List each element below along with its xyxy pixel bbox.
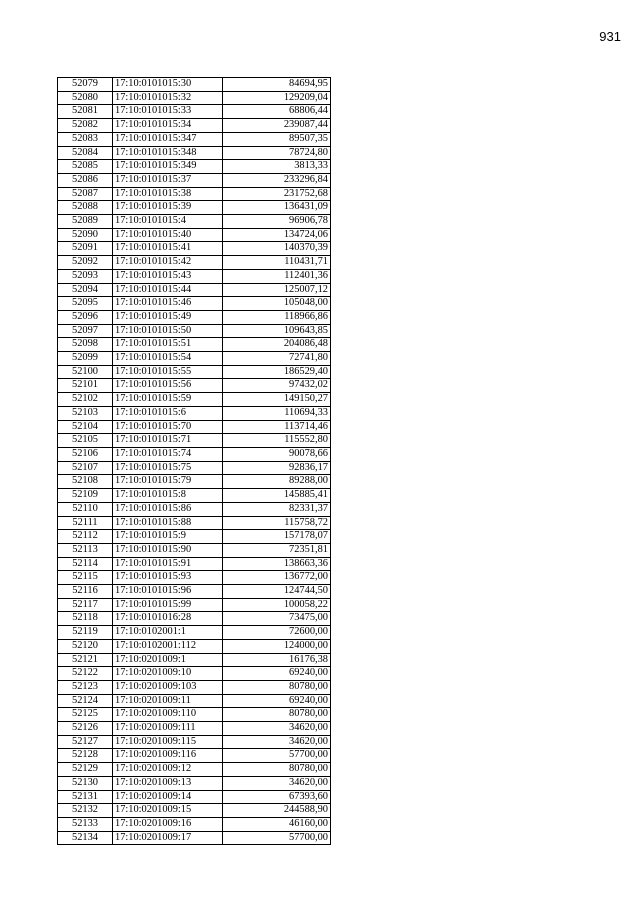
table-row — [58, 269, 331, 283]
cadastral-number: 17:10:0201009:15 — [113, 804, 223, 818]
cadastral-value: 105048,00 — [223, 297, 331, 311]
cadastral-number: 17:10:0201009:116 — [113, 749, 223, 763]
table-row — [58, 310, 331, 324]
cadastral-number: 17:10:0101015:54 — [113, 352, 223, 366]
row-number: 52079 — [58, 78, 113, 92]
cadastral-number: 17:10:0101015:9 — [113, 530, 223, 544]
row-number: 52120 — [58, 639, 113, 653]
cadastral-number: 17:10:0201009:10 — [113, 667, 223, 681]
table-row — [58, 447, 331, 461]
cadastral-number: 17:10:0201009:17 — [113, 831, 223, 845]
cadastral-value: 244588,90 — [223, 804, 331, 818]
cadastral-number: 17:10:0101015:6 — [113, 406, 223, 420]
row-number: 52102 — [58, 393, 113, 407]
row-number: 52105 — [58, 434, 113, 448]
page-number: 931 — [599, 29, 621, 44]
row-number: 52087 — [58, 187, 113, 201]
table-row — [58, 119, 331, 133]
cadastral-number: 17:10:0201009:13 — [113, 776, 223, 790]
row-number: 52107 — [58, 461, 113, 475]
cadastral-value: 149150,27 — [223, 393, 331, 407]
cadastral-value: 68806,44 — [223, 105, 331, 119]
cadastral-number: 17:10:0101015:90 — [113, 543, 223, 557]
cadastral-number: 17:10:0201009:16 — [113, 817, 223, 831]
row-number: 52123 — [58, 680, 113, 694]
table-row — [58, 790, 331, 804]
cadastral-number: 17:10:0101015:38 — [113, 187, 223, 201]
cadastral-number: 17:10:0101015:71 — [113, 434, 223, 448]
table-row — [58, 420, 331, 434]
cadastral-number: 17:10:0102001:112 — [113, 639, 223, 653]
cadastral-number: 17:10:0101015:96 — [113, 585, 223, 599]
row-number: 52131 — [58, 790, 113, 804]
cadastral-number: 17:10:0101015:34 — [113, 119, 223, 133]
table-row — [58, 461, 331, 475]
cadastral-value: 140370,39 — [223, 242, 331, 256]
cadastral-value: 80780,00 — [223, 763, 331, 777]
table-row — [58, 749, 331, 763]
cadastral-value: 34620,00 — [223, 776, 331, 790]
table-row — [58, 708, 331, 722]
row-number: 52128 — [58, 749, 113, 763]
row-number: 52104 — [58, 420, 113, 434]
cadastral-number: 17:10:0101015:75 — [113, 461, 223, 475]
cadastral-number: 17:10:0201009:1 — [113, 653, 223, 667]
table-row — [58, 215, 331, 229]
table-row — [58, 187, 331, 201]
cadastral-value: 186529,40 — [223, 365, 331, 379]
cadastral-value: 16176,38 — [223, 653, 331, 667]
row-number: 52085 — [58, 160, 113, 174]
table-row — [58, 324, 331, 338]
table-row — [58, 653, 331, 667]
cadastral-value: 3813,33 — [223, 160, 331, 174]
cadastre-table — [57, 77, 331, 845]
table-row — [58, 91, 331, 105]
row-number: 52081 — [58, 105, 113, 119]
row-number: 52109 — [58, 489, 113, 503]
cadastral-value: 34620,00 — [223, 735, 331, 749]
row-number: 52133 — [58, 817, 113, 831]
table-row — [58, 776, 331, 790]
cadastral-value: 34620,00 — [223, 722, 331, 736]
cadastral-number: 17:10:0101015:79 — [113, 475, 223, 489]
cadastral-value: 110694,33 — [223, 406, 331, 420]
table-row — [58, 365, 331, 379]
row-number: 52132 — [58, 804, 113, 818]
table-row — [58, 379, 331, 393]
row-number: 52088 — [58, 201, 113, 215]
table-row — [58, 530, 331, 544]
cadastral-number: 17:10:0201009:12 — [113, 763, 223, 777]
row-number: 52106 — [58, 447, 113, 461]
cadastral-number: 17:10:0101015:55 — [113, 365, 223, 379]
table-row — [58, 557, 331, 571]
cadastral-number: 17:10:0101015:99 — [113, 598, 223, 612]
row-number: 52122 — [58, 667, 113, 681]
table-row — [58, 352, 331, 366]
cadastral-value: 112401,36 — [223, 269, 331, 283]
table-row — [58, 804, 331, 818]
row-number: 52103 — [58, 406, 113, 420]
row-number: 52117 — [58, 598, 113, 612]
cadastral-value: 233296,84 — [223, 173, 331, 187]
row-number: 52101 — [58, 379, 113, 393]
cadastral-number: 17:10:0201009:14 — [113, 790, 223, 804]
cadastral-value: 69240,00 — [223, 667, 331, 681]
row-number: 52129 — [58, 763, 113, 777]
table-row — [58, 831, 331, 845]
cadastral-number: 17:10:0101015:32 — [113, 91, 223, 105]
cadastral-number: 17:10:0101015:59 — [113, 393, 223, 407]
row-number: 52119 — [58, 626, 113, 640]
cadastral-number: 17:10:0101015:43 — [113, 269, 223, 283]
cadastral-value: 138663,36 — [223, 557, 331, 571]
table-row — [58, 598, 331, 612]
cadastral-value: 136431,09 — [223, 201, 331, 215]
table-row — [58, 78, 331, 92]
cadastral-value: 90078,66 — [223, 447, 331, 461]
cadastral-number: 17:10:0201009:11 — [113, 694, 223, 708]
cadastral-number: 17:10:0101015:49 — [113, 310, 223, 324]
cadastral-value: 92836,17 — [223, 461, 331, 475]
row-number: 52089 — [58, 215, 113, 229]
cadastral-value: 124000,00 — [223, 639, 331, 653]
cadastral-number: 17:10:0101015:51 — [113, 338, 223, 352]
cadastral-value: 89507,35 — [223, 132, 331, 146]
table-row — [58, 694, 331, 708]
row-number: 52110 — [58, 502, 113, 516]
cadastral-value: 124744,50 — [223, 585, 331, 599]
cadastral-number: 17:10:0201009:110 — [113, 708, 223, 722]
cadastral-number: 17:10:0101015:86 — [113, 502, 223, 516]
row-number: 52108 — [58, 475, 113, 489]
cadastral-number: 17:10:0101015:4 — [113, 215, 223, 229]
table-row — [58, 434, 331, 448]
cadastral-number: 17:10:0101015:33 — [113, 105, 223, 119]
table-row — [58, 543, 331, 557]
table-row — [58, 146, 331, 160]
row-number: 52125 — [58, 708, 113, 722]
cadastral-value: 100058,22 — [223, 598, 331, 612]
cadastral-value: 145885,41 — [223, 489, 331, 503]
table-row — [58, 817, 331, 831]
table-row — [58, 571, 331, 585]
cadastral-value: 125007,12 — [223, 283, 331, 297]
cadastral-number: 17:10:0101015:44 — [113, 283, 223, 297]
row-number: 52121 — [58, 653, 113, 667]
row-number: 52096 — [58, 310, 113, 324]
row-number: 52098 — [58, 338, 113, 352]
cadastral-value: 82331,37 — [223, 502, 331, 516]
row-number: 52099 — [58, 352, 113, 366]
cadastral-value: 157178,07 — [223, 530, 331, 544]
cadastral-number: 17:10:0101015:74 — [113, 447, 223, 461]
table-row — [58, 489, 331, 503]
cadastral-value: 84694,95 — [223, 78, 331, 92]
cadastral-value: 136772,00 — [223, 571, 331, 585]
cadastral-value: 72741,80 — [223, 352, 331, 366]
row-number: 52126 — [58, 722, 113, 736]
table-row — [58, 283, 331, 297]
row-number: 52116 — [58, 585, 113, 599]
row-number: 52090 — [58, 228, 113, 242]
cadastral-value: 134724,06 — [223, 228, 331, 242]
table-row — [58, 680, 331, 694]
cadastral-number: 17:10:0101015:50 — [113, 324, 223, 338]
row-number: 52113 — [58, 543, 113, 557]
cadastral-value: 115552,80 — [223, 434, 331, 448]
table-row — [58, 502, 331, 516]
cadastral-number: 17:10:0101015:91 — [113, 557, 223, 571]
row-number: 52097 — [58, 324, 113, 338]
cadastral-value: 89288,00 — [223, 475, 331, 489]
row-number: 52086 — [58, 173, 113, 187]
cadastral-number: 17:10:0102001:1 — [113, 626, 223, 640]
cadastral-value: 231752,68 — [223, 187, 331, 201]
table-row — [58, 228, 331, 242]
cadastral-value: 110431,71 — [223, 256, 331, 270]
row-number: 52100 — [58, 365, 113, 379]
row-number: 52083 — [58, 132, 113, 146]
table-row — [58, 105, 331, 119]
table-body — [58, 78, 331, 845]
cadastral-number: 17:10:0101015:93 — [113, 571, 223, 585]
table-row — [58, 406, 331, 420]
row-number: 52127 — [58, 735, 113, 749]
table-row — [58, 626, 331, 640]
cadastral-value: 204086,48 — [223, 338, 331, 352]
cadastral-number: 17:10:0101015:37 — [113, 173, 223, 187]
row-number: 52114 — [58, 557, 113, 571]
cadastral-number: 17:10:0101015:8 — [113, 489, 223, 503]
cadastral-number: 17:10:0101015:88 — [113, 516, 223, 530]
row-number: 52093 — [58, 269, 113, 283]
cadastral-number: 17:10:0101015:349 — [113, 160, 223, 174]
cadastral-value: 69240,00 — [223, 694, 331, 708]
row-number: 52091 — [58, 242, 113, 256]
cadastral-number: 17:10:0101015:56 — [113, 379, 223, 393]
cadastral-number: 17:10:0101015:39 — [113, 201, 223, 215]
row-number: 52134 — [58, 831, 113, 845]
table-row — [58, 735, 331, 749]
table-row — [58, 242, 331, 256]
table-row — [58, 585, 331, 599]
cadastral-number: 17:10:0101015:42 — [113, 256, 223, 270]
cadastral-number: 17:10:0101015:41 — [113, 242, 223, 256]
table-row — [58, 639, 331, 653]
cadastral-number: 17:10:0101015:70 — [113, 420, 223, 434]
cadastral-number: 17:10:0101015:46 — [113, 297, 223, 311]
table-row — [58, 475, 331, 489]
cadastral-value: 239087,44 — [223, 119, 331, 133]
table-row — [58, 297, 331, 311]
table-row — [58, 256, 331, 270]
cadastral-value: 73475,00 — [223, 612, 331, 626]
cadastral-value: 72351,81 — [223, 543, 331, 557]
cadastral-value: 115758,72 — [223, 516, 331, 530]
row-number: 52084 — [58, 146, 113, 160]
cadastral-value: 118966,86 — [223, 310, 331, 324]
row-number: 52124 — [58, 694, 113, 708]
row-number: 52115 — [58, 571, 113, 585]
cadastral-value: 67393,60 — [223, 790, 331, 804]
table-row — [58, 516, 331, 530]
cadastral-value: 72600,00 — [223, 626, 331, 640]
cadastral-value: 80780,00 — [223, 708, 331, 722]
table-row — [58, 338, 331, 352]
row-number: 52112 — [58, 530, 113, 544]
table-row — [58, 173, 331, 187]
table-row — [58, 612, 331, 626]
row-number: 52082 — [58, 119, 113, 133]
cadastral-value: 57700,00 — [223, 831, 331, 845]
table-row — [58, 132, 331, 146]
row-number: 52094 — [58, 283, 113, 297]
table-row — [58, 763, 331, 777]
row-number: 52092 — [58, 256, 113, 270]
cadastral-number: 17:10:0101015:347 — [113, 132, 223, 146]
cadastral-number: 17:10:0201009:111 — [113, 722, 223, 736]
table-row — [58, 201, 331, 215]
cadastral-number: 17:10:0101015:30 — [113, 78, 223, 92]
row-number: 52111 — [58, 516, 113, 530]
cadastral-value: 78724,80 — [223, 146, 331, 160]
row-number: 52080 — [58, 91, 113, 105]
cadastral-number: 17:10:0101016:28 — [113, 612, 223, 626]
cadastral-value: 96906,78 — [223, 215, 331, 229]
row-number: 52118 — [58, 612, 113, 626]
table-row — [58, 722, 331, 736]
cadastral-number: 17:10:0101015:348 — [113, 146, 223, 160]
cadastral-value: 113714,46 — [223, 420, 331, 434]
cadastral-value: 109643,85 — [223, 324, 331, 338]
row-number: 52130 — [58, 776, 113, 790]
cadastral-value: 80780,00 — [223, 680, 331, 694]
table-row — [58, 160, 331, 174]
cadastral-number: 17:10:0101015:40 — [113, 228, 223, 242]
cadastral-value: 57700,00 — [223, 749, 331, 763]
cadastral-value: 129209,04 — [223, 91, 331, 105]
cadastral-number: 17:10:0201009:103 — [113, 680, 223, 694]
cadastral-value: 46160,00 — [223, 817, 331, 831]
row-number: 52095 — [58, 297, 113, 311]
cadastral-number: 17:10:0201009:115 — [113, 735, 223, 749]
table-row — [58, 393, 331, 407]
cadastral-value: 97432,02 — [223, 379, 331, 393]
table-row — [58, 667, 331, 681]
